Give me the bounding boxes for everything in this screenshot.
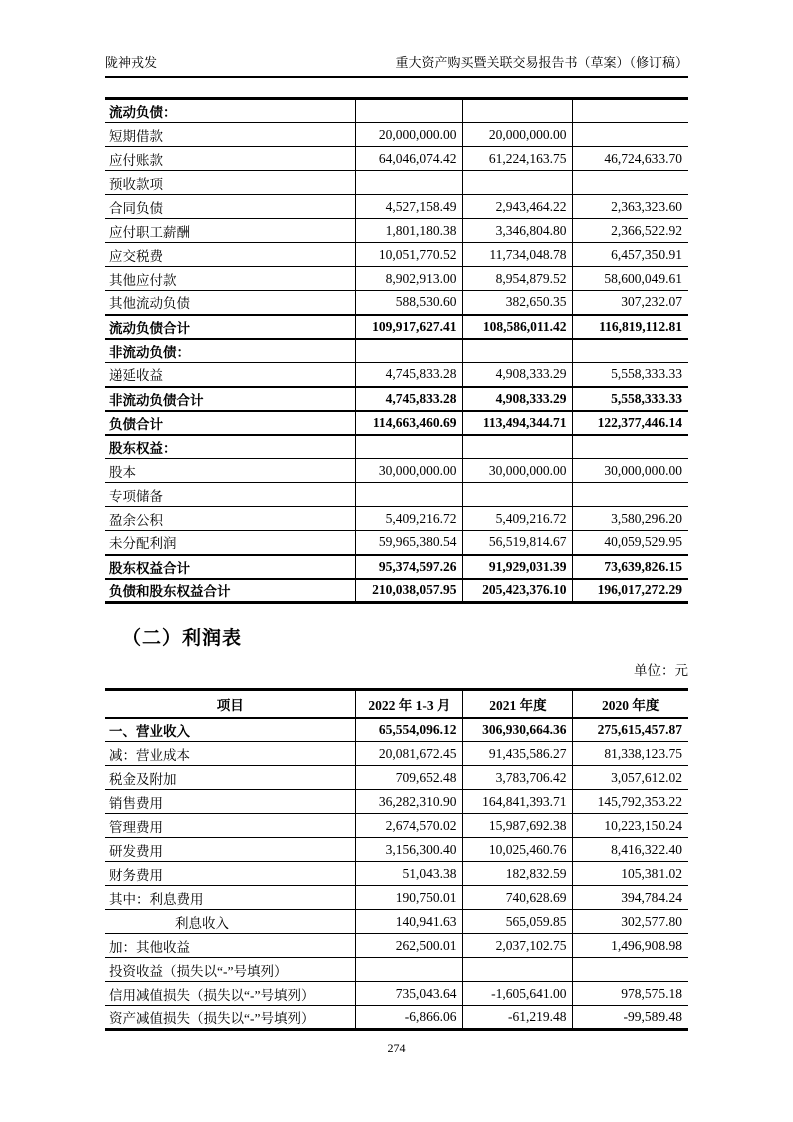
cell-value: 3,346,804.80: [463, 219, 573, 243]
table-row: [105, 99, 688, 123]
cell-value: 30,000,000.00: [573, 459, 688, 483]
table-row: [105, 291, 688, 315]
cell-value: 114,663,460.69: [356, 411, 463, 435]
cell-value: 4,908,333.29: [463, 363, 573, 387]
cell-value: 262,500.01: [356, 934, 463, 958]
table-row: [105, 934, 688, 958]
cell-value: 64,046,074.42: [356, 147, 463, 171]
row-label: 未分配利润: [105, 531, 356, 555]
cell-value: [573, 99, 688, 123]
cell-value: 565,059.85: [463, 910, 573, 934]
cell-value: [573, 123, 688, 147]
table-row: [105, 123, 688, 147]
cell-value: 1,801,180.38: [356, 219, 463, 243]
cell-value: 1,496,908.98: [573, 934, 688, 958]
cell-value: 20,000,000.00: [463, 123, 573, 147]
cell-value: 4,745,833.28: [356, 387, 463, 411]
cell-value: 10,051,770.52: [356, 243, 463, 267]
cell-value: 36,282,310.90: [356, 790, 463, 814]
cell-value: 190,750.01: [356, 886, 463, 910]
cell-value: 2,366,522.92: [573, 219, 688, 243]
row-label: 专项储备: [105, 483, 356, 507]
row-label: 财务费用: [105, 862, 356, 886]
row-label: 股本: [105, 459, 356, 483]
cell-value: 740,628.69: [463, 886, 573, 910]
cell-value: 394,784.24: [573, 886, 688, 910]
cell-value: 196,017,272.29: [573, 579, 688, 603]
cell-value: 164,841,393.71: [463, 790, 573, 814]
cell-value: 61,224,163.75: [463, 147, 573, 171]
cell-value: 30,000,000.00: [463, 459, 573, 483]
row-label: 流动负债：: [105, 99, 356, 123]
cell-value: [573, 171, 688, 195]
row-label: 盈余公积: [105, 507, 356, 531]
cell-value: 735,043.64: [356, 982, 463, 1006]
cell-value: 978,575.18: [573, 982, 688, 1006]
cell-value: 10,025,460.76: [463, 838, 573, 862]
table-row: [105, 243, 688, 267]
table-row: [105, 459, 688, 483]
page-content: [0, 52, 793, 1031]
cell-value: 8,416,322.40: [573, 838, 688, 862]
cell-value: 113,494,344.71: [463, 411, 573, 435]
cell-value: -99,589.48: [573, 1006, 688, 1030]
row-label: 负债和股东权益合计: [105, 579, 356, 603]
cell-value: 30,000,000.00: [356, 459, 463, 483]
row-label: 信用减值损失（损失以“-”号填列）: [105, 982, 356, 1006]
table-header-row: [105, 690, 688, 718]
cell-value: 275,615,457.87: [573, 718, 688, 742]
cell-value: 302,577.80: [573, 910, 688, 934]
row-label: 递延收益: [105, 363, 356, 387]
table-row: [105, 171, 688, 195]
row-label: 税金及附加: [105, 766, 356, 790]
row-label: 销售费用: [105, 790, 356, 814]
cell-value: 59,965,380.54: [356, 531, 463, 555]
table-row: [105, 411, 688, 435]
row-label: 应交税费: [105, 243, 356, 267]
cell-value: 56,519,814.67: [463, 531, 573, 555]
cell-value: 10,223,150.24: [573, 814, 688, 838]
table-row: [105, 886, 688, 910]
column-header: 2022 年 1-3 月: [356, 690, 463, 718]
cell-value: 306,930,664.36: [463, 718, 573, 742]
cell-value: 51,043.38: [356, 862, 463, 886]
row-label: 应付账款: [105, 147, 356, 171]
cell-value: 4,527,158.49: [356, 195, 463, 219]
table-row: [105, 435, 688, 459]
cell-value: 709,652.48: [356, 766, 463, 790]
page-number: 274: [387, 1041, 406, 1055]
table-row: [105, 507, 688, 531]
cell-value: -61,219.48: [463, 1006, 573, 1030]
row-label: 预收款项: [105, 171, 356, 195]
cell-value: 108,586,011.42: [463, 315, 573, 339]
header-company-name: 陇神戎发: [105, 55, 158, 70]
table-row: [105, 363, 688, 387]
cell-value: 140,941.63: [356, 910, 463, 934]
row-label: 负债合计: [105, 411, 356, 435]
cell-value: 205,423,376.10: [463, 579, 573, 603]
section-heading: （二）利润表: [122, 628, 243, 649]
cell-value: 15,987,692.38: [463, 814, 573, 838]
page-header: [105, 52, 688, 78]
cell-value: 5,409,216.72: [356, 507, 463, 531]
table-row: [105, 267, 688, 291]
cell-value: 95,374,597.26: [356, 555, 463, 579]
cell-value: 3,783,706.42: [463, 766, 573, 790]
table-row: [105, 910, 688, 934]
table-row: [105, 579, 688, 603]
cell-value: [573, 958, 688, 982]
header-report-title: 重大资产购买暨关联交易报告书（草案）（修订稿）: [395, 55, 688, 70]
cell-value: 81,338,123.75: [573, 742, 688, 766]
row-label: 其中：利息费用: [105, 886, 356, 910]
cell-value: [463, 483, 573, 507]
cell-value: 20,000,000.00: [356, 123, 463, 147]
table-row: [105, 742, 688, 766]
table-row: [105, 766, 688, 790]
cell-value: 73,639,826.15: [573, 555, 688, 579]
cell-value: 210,038,057.95: [356, 579, 463, 603]
cell-value: 116,819,112.81: [573, 315, 688, 339]
row-label: 短期借款: [105, 123, 356, 147]
column-header: 项目: [105, 690, 356, 718]
cell-value: 5,409,216.72: [463, 507, 573, 531]
cell-value: 2,674,570.02: [356, 814, 463, 838]
cell-value: [463, 171, 573, 195]
cell-value: [356, 339, 463, 363]
cell-value: 4,908,333.29: [463, 387, 573, 411]
cell-value: 8,954,879.52: [463, 267, 573, 291]
row-label: 管理费用: [105, 814, 356, 838]
cell-value: 307,232.07: [573, 291, 688, 315]
cell-value: 2,037,102.75: [463, 934, 573, 958]
table-row: [105, 838, 688, 862]
cell-value: [463, 99, 573, 123]
row-label: 股东权益合计: [105, 555, 356, 579]
cell-value: 3,057,612.02: [573, 766, 688, 790]
table-row: [105, 531, 688, 555]
cell-value: 3,156,300.40: [356, 838, 463, 862]
cell-value: 11,734,048.78: [463, 243, 573, 267]
cell-value: 91,435,586.27: [463, 742, 573, 766]
cell-value: 109,917,627.41: [356, 315, 463, 339]
cell-value: [573, 435, 688, 459]
unit-label: 单位：元: [634, 663, 688, 678]
cell-value: 122,377,446.14: [573, 411, 688, 435]
balance-sheet-table: [105, 97, 688, 604]
table-row: [105, 387, 688, 411]
column-header: 2020 年度: [573, 690, 688, 718]
row-label: 加：其他收益: [105, 934, 356, 958]
income-statement-table: [105, 688, 688, 1031]
cell-value: 8,902,913.00: [356, 267, 463, 291]
cell-value: 182,832.59: [463, 862, 573, 886]
cell-value: [573, 483, 688, 507]
table-row: [105, 147, 688, 171]
row-label: 非流动负债：: [105, 339, 356, 363]
cell-value: [463, 435, 573, 459]
cell-value: 20,081,672.45: [356, 742, 463, 766]
cell-value: 46,724,633.70: [573, 147, 688, 171]
row-label: 其他应付款: [105, 267, 356, 291]
row-label: 减：营业成本: [105, 742, 356, 766]
cell-value: 6,457,350.91: [573, 243, 688, 267]
cell-value: 2,943,464.22: [463, 195, 573, 219]
row-label: 其他流动负债: [105, 291, 356, 315]
cell-value: 91,929,031.39: [463, 555, 573, 579]
row-label: 流动负债合计: [105, 315, 356, 339]
row-label: 研发费用: [105, 838, 356, 862]
cell-value: [356, 435, 463, 459]
row-label: 投资收益（损失以“-”号填列）: [105, 958, 356, 982]
cell-value: 588,530.60: [356, 291, 463, 315]
cell-value: 65,554,096.12: [356, 718, 463, 742]
cell-value: 58,600,049.61: [573, 267, 688, 291]
cell-value: -6,866.06: [356, 1006, 463, 1030]
cell-value: [463, 958, 573, 982]
table-row: [105, 862, 688, 886]
cell-value: 40,059,529.95: [573, 531, 688, 555]
row-label: 资产减值损失（损失以“-”号填列）: [105, 1006, 356, 1030]
cell-value: 4,745,833.28: [356, 363, 463, 387]
table-row: [105, 718, 688, 742]
cell-value: 145,792,353.22: [573, 790, 688, 814]
cell-value: [356, 958, 463, 982]
cell-value: 105,381.02: [573, 862, 688, 886]
cell-value: [356, 171, 463, 195]
cell-value: [356, 99, 463, 123]
table-row: [105, 339, 688, 363]
cell-value: 382,650.35: [463, 291, 573, 315]
row-label: 一、营业收入: [105, 718, 356, 742]
column-header: 2021 年度: [463, 690, 573, 718]
table-row: [105, 219, 688, 243]
table-row: [105, 958, 688, 982]
table-row: [105, 982, 688, 1006]
cell-value: [463, 339, 573, 363]
table-row: [105, 483, 688, 507]
row-label: 应付职工薪酬: [105, 219, 356, 243]
table-row: [105, 315, 688, 339]
table-row: [105, 790, 688, 814]
row-label: 利息收入: [105, 910, 356, 934]
cell-value: 2,363,323.60: [573, 195, 688, 219]
table-row: [105, 555, 688, 579]
cell-value: [573, 339, 688, 363]
table-row: [105, 195, 688, 219]
cell-value: 3,580,296.20: [573, 507, 688, 531]
row-label: 非流动负债合计: [105, 387, 356, 411]
cell-value: -1,605,641.00: [463, 982, 573, 1006]
cell-value: 5,558,333.33: [573, 387, 688, 411]
row-label: 股东权益：: [105, 435, 356, 459]
row-label: 合同负债: [105, 195, 356, 219]
table-row: [105, 1006, 688, 1030]
cell-value: [356, 483, 463, 507]
cell-value: 5,558,333.33: [573, 363, 688, 387]
table-row: [105, 814, 688, 838]
